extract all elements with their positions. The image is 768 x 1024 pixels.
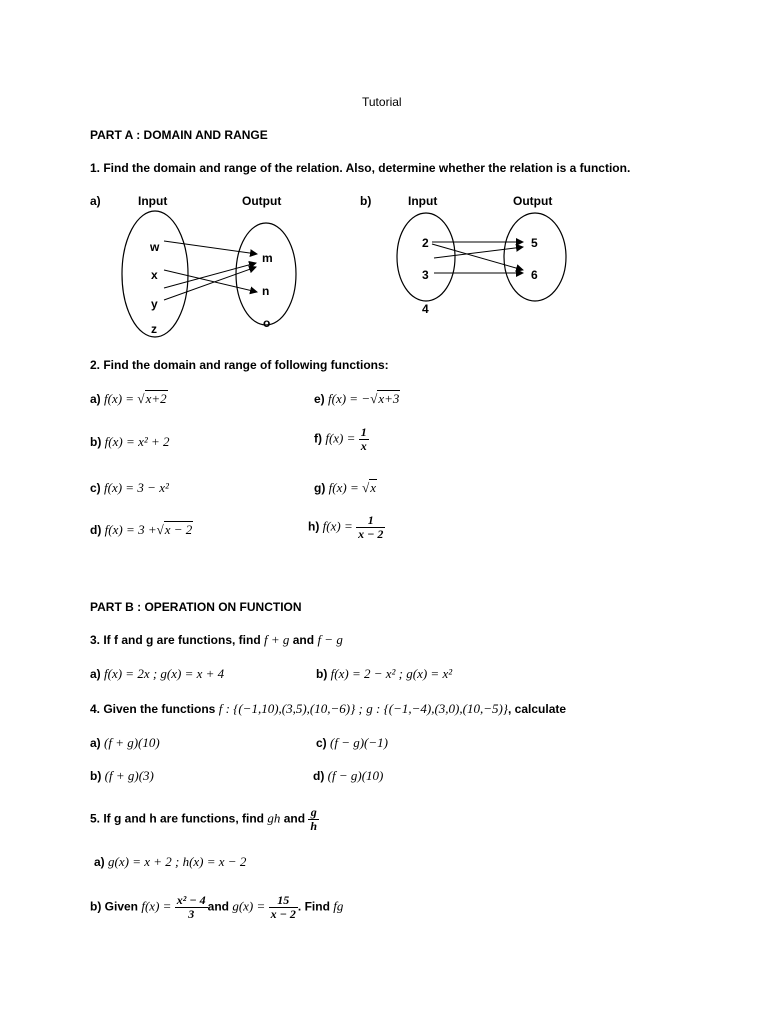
function-pair: f(x) = 2x ; g(x) = x + 4: [104, 666, 225, 681]
fraction-g-over-h: [308, 806, 319, 833]
function-expression: (f − g)(10): [327, 768, 384, 783]
item-label: c): [316, 736, 327, 750]
function-g-set: g : {(−1,−4),(3,0),(10,−5)}: [366, 701, 509, 716]
fraction: [356, 514, 385, 541]
item-label: b): [90, 769, 102, 783]
arrow-y-to-m-1: [164, 263, 256, 288]
input-element-3: 3: [422, 268, 429, 282]
fraction-f: [175, 894, 208, 921]
function-lhs: f(x) =: [328, 391, 359, 406]
q3-item-a: [90, 667, 224, 681]
q4-item-b: [90, 769, 154, 783]
q2-item-f: [314, 426, 369, 453]
item-label: b) Given: [90, 899, 139, 914]
function-expression: 3 − x²: [137, 480, 169, 495]
q1a-output-label: Output: [242, 194, 282, 208]
expression-f-minus-g: f − g: [317, 632, 343, 647]
fraction: [359, 426, 369, 453]
function-expression: x² + 2: [138, 434, 170, 449]
q4-item-c: [316, 736, 388, 750]
output-element-m: m: [262, 251, 273, 265]
function-lhs: f(x) =: [104, 434, 135, 449]
function-lhs: f(x) =: [104, 522, 135, 537]
function-lhs: f(x) =: [325, 430, 356, 446]
q2-item-a: a) f(x) = √x+2: [90, 391, 167, 406]
function-lhs: f(x) =: [104, 391, 135, 406]
item-label: g): [314, 481, 326, 495]
function-f-set: f : {(−1,10),(3,5),(10,−6)} ;: [218, 701, 363, 716]
q5-item-b: [90, 894, 343, 921]
and-word: and: [207, 899, 229, 914]
output-element-n: n: [262, 284, 270, 298]
denominator: x − 2: [358, 527, 384, 541]
find-word: . Find: [297, 899, 330, 914]
q3-item-b: [316, 667, 452, 681]
and-word: and: [283, 811, 306, 826]
input-set-oval-b: [397, 213, 455, 301]
item-label: a): [90, 736, 101, 750]
function-pair: g(x) = x + 2 ; h(x) = x − 2: [108, 854, 247, 869]
question-4-text: [90, 702, 566, 716]
q2-item-e: e) f(x) = −√x+3: [314, 391, 400, 406]
q2-item-c: [90, 481, 169, 495]
numerator: g: [308, 806, 319, 820]
function-f-lhs: f(x) =: [141, 898, 172, 914]
item-label: d): [90, 523, 102, 537]
item-label: a): [94, 855, 105, 869]
sqrt-expression: x+2: [145, 391, 167, 406]
output-element-6: 6: [531, 268, 538, 282]
arrow-w-to-m: [164, 241, 257, 254]
item-label: b): [90, 435, 102, 449]
q2-item-h: [308, 514, 385, 541]
output-element-o: o: [263, 316, 271, 330]
q1b-input-label: Input: [408, 194, 438, 208]
denominator: x: [360, 439, 367, 453]
q1b-output-label: Output: [513, 194, 553, 208]
mapping-diagram-a: [0, 0, 768, 400]
question-4-tail: , calculate: [508, 702, 567, 716]
item-label: b): [316, 667, 328, 681]
function-lhs: f(x) =: [328, 480, 359, 495]
item-label: h): [308, 519, 320, 534]
denominator: x − 2: [270, 907, 296, 921]
part-b-heading: PART B : OPERATION ON FUNCTION: [90, 600, 302, 614]
arrow-x-to-n: [164, 270, 257, 292]
output-element-5: 5: [531, 236, 538, 250]
function-pair: f(x) = 2 − x² ; g(x) = x²: [330, 666, 453, 681]
q4-item-d: [313, 769, 383, 783]
question-5-text: [90, 806, 319, 833]
function-g-lhs: g(x) =: [232, 898, 266, 914]
numerator: 15: [269, 894, 298, 908]
expression-gh: gh: [267, 810, 281, 826]
function-expression: (f + g)(10): [104, 735, 160, 750]
denominator: h: [310, 819, 318, 833]
expression-prefix: −: [361, 391, 371, 406]
numerator: 1: [356, 514, 385, 528]
item-label: e): [314, 392, 325, 406]
item-label: f): [314, 431, 322, 446]
numerator: x² − 4: [176, 893, 206, 907]
q2-item-d: d) f(x) = 3 +√x − 2: [90, 522, 193, 537]
q4-item-a: [90, 736, 160, 750]
part-a-heading: PART A : DOMAIN AND RANGE: [90, 128, 268, 142]
input-element-2: 2: [422, 236, 429, 250]
expression-prefix: 3 +: [138, 522, 157, 537]
input-element-4: 4: [422, 302, 429, 316]
item-label: a): [90, 667, 101, 681]
numerator: 1: [360, 425, 367, 439]
sqrt-expression: x+3: [378, 391, 400, 406]
function-lhs: f(x) =: [104, 480, 135, 495]
output-set-oval-a: [236, 223, 296, 325]
q1b-label: b): [360, 194, 372, 208]
function-expression: (f − g)(−1): [330, 735, 388, 750]
fraction-g: [269, 894, 298, 921]
question-3-text: [90, 633, 343, 647]
expression-f-plus-g: f + g: [264, 632, 290, 647]
question-3-prompt: 3. If f and g are functions, find: [90, 633, 261, 647]
q2-item-b: [90, 435, 170, 449]
q1a-input-label: Input: [138, 194, 168, 208]
sqrt-expression: x − 2: [164, 522, 193, 537]
item-label: a): [90, 392, 101, 406]
function-expression: (f + g)(3): [104, 768, 154, 783]
function-lhs: f(x) =: [322, 518, 353, 534]
input-element-x: x: [151, 268, 158, 282]
input-element-z: z: [151, 322, 157, 336]
q2-item-g: g) f(x) = √x: [314, 480, 376, 495]
item-label: c): [90, 481, 101, 495]
q5-item-a: [94, 855, 246, 869]
page-title: Tutorial: [362, 95, 402, 109]
output-set-oval-b: [504, 213, 566, 301]
sqrt-expression: x: [370, 480, 376, 495]
question-2-text: 2. Find the domain and range of following functions:: [90, 358, 389, 372]
question-5-prompt: 5. If g and h are functions, find: [90, 811, 265, 826]
expression-fg: fg: [333, 898, 344, 914]
item-label: d): [313, 769, 325, 783]
input-element-y: y: [151, 297, 158, 311]
question-4-prompt: 4. Given the functions: [90, 702, 216, 716]
and-word: and: [292, 633, 315, 647]
denominator: 3: [188, 907, 195, 921]
input-element-w: w: [150, 240, 160, 254]
question-1-text: 1. Find the domain and range of the relation. Also, determine whether the relation is a function.: [90, 161, 631, 175]
q1a-label: a): [90, 194, 101, 208]
arrow-y-to-m-2: [164, 267, 256, 300]
